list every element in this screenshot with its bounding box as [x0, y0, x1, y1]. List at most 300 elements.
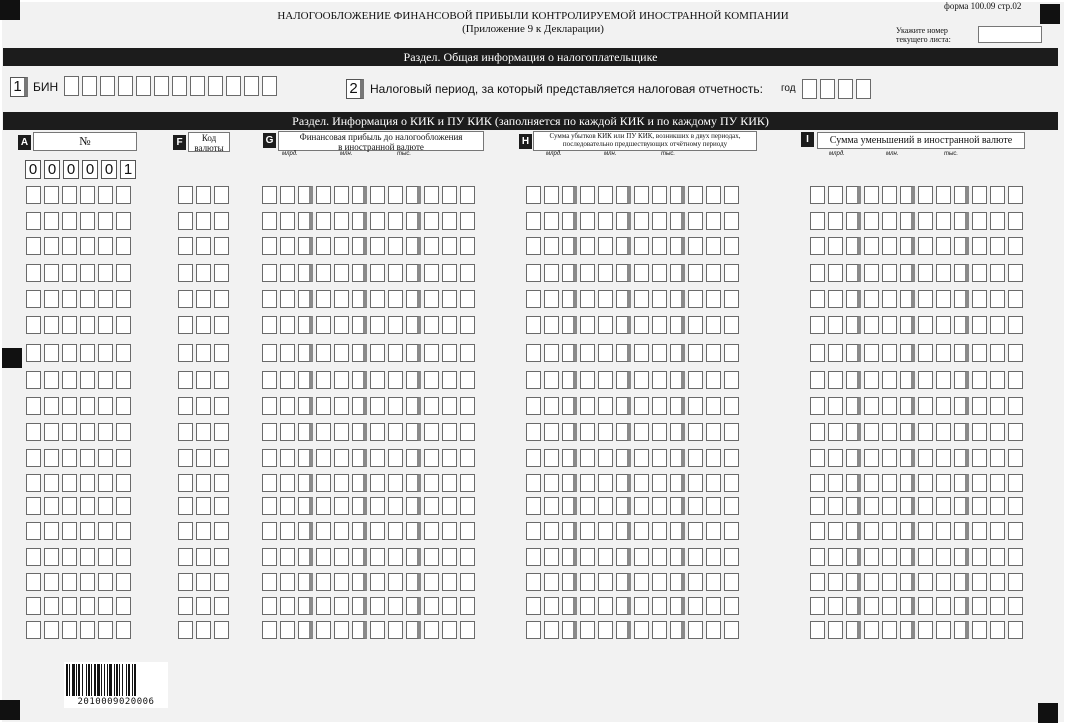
financial-profit-cell[interactable] — [352, 474, 367, 492]
currency-code-cell[interactable] — [196, 597, 211, 615]
losses-sum-cell[interactable] — [562, 290, 577, 308]
financial-profit-cell[interactable] — [352, 186, 367, 204]
financial-profit-cell[interactable] — [442, 548, 457, 566]
losses-sum-cell[interactable] — [670, 316, 685, 334]
currency-code-cell[interactable] — [178, 597, 193, 615]
row-number-cell[interactable] — [44, 621, 59, 639]
losses-sum-cell[interactable] — [580, 497, 595, 515]
losses-sum-cell[interactable] — [670, 212, 685, 230]
reductions-sum-cell[interactable] — [810, 474, 825, 492]
reductions-sum-field[interactable] — [810, 290, 1023, 308]
losses-sum-cell[interactable] — [724, 371, 739, 389]
reductions-sum-cell[interactable] — [1008, 316, 1023, 334]
losses-sum-cell[interactable] — [724, 397, 739, 415]
financial-profit-cell[interactable] — [442, 316, 457, 334]
reductions-sum-cell[interactable] — [882, 212, 897, 230]
financial-profit-cell[interactable] — [406, 397, 421, 415]
reductions-sum-cell[interactable] — [954, 371, 969, 389]
financial-profit-cell[interactable] — [262, 621, 277, 639]
losses-sum-cell[interactable] — [670, 290, 685, 308]
losses-sum-cell[interactable] — [706, 474, 721, 492]
financial-profit-cell[interactable] — [460, 290, 475, 308]
financial-profit-cell[interactable] — [352, 316, 367, 334]
financial-profit-cell[interactable] — [460, 573, 475, 591]
row-number-cell[interactable] — [80, 621, 95, 639]
row-number-field[interactable] — [26, 573, 131, 591]
reductions-sum-cell[interactable] — [918, 237, 933, 255]
losses-sum-cell[interactable] — [724, 344, 739, 362]
reductions-sum-cell[interactable] — [846, 371, 861, 389]
financial-profit-cell[interactable] — [334, 290, 349, 308]
financial-profit-cell[interactable] — [280, 290, 295, 308]
losses-sum-cell[interactable] — [670, 186, 685, 204]
financial-profit-cell[interactable] — [424, 397, 439, 415]
losses-sum-cell[interactable] — [616, 237, 631, 255]
row-number-cell[interactable] — [116, 212, 131, 230]
financial-profit-cell[interactable] — [424, 371, 439, 389]
row-number-cell[interactable] — [62, 548, 77, 566]
reductions-sum-cell[interactable] — [864, 371, 879, 389]
financial-profit-cell[interactable] — [406, 290, 421, 308]
row-number-cell[interactable] — [116, 621, 131, 639]
financial-profit-cell[interactable] — [460, 212, 475, 230]
row-number-field[interactable] — [26, 548, 131, 566]
reductions-sum-field[interactable] — [810, 497, 1023, 515]
losses-sum-cell[interactable] — [526, 597, 541, 615]
reductions-sum-cell[interactable] — [918, 423, 933, 441]
reductions-sum-cell[interactable] — [828, 264, 843, 282]
currency-code-cell[interactable] — [196, 522, 211, 540]
financial-profit-cell[interactable] — [298, 522, 313, 540]
losses-sum-cell[interactable] — [706, 186, 721, 204]
losses-sum-cell[interactable] — [634, 237, 649, 255]
losses-sum-cell[interactable] — [706, 371, 721, 389]
row-number-cell[interactable] — [80, 264, 95, 282]
losses-sum-cell[interactable] — [652, 316, 667, 334]
row-number-cell[interactable] — [62, 522, 77, 540]
reductions-sum-cell[interactable] — [810, 264, 825, 282]
financial-profit-cell[interactable] — [262, 344, 277, 362]
reductions-sum-cell[interactable] — [954, 212, 969, 230]
row-number-field[interactable] — [26, 474, 131, 492]
financial-profit-cell[interactable] — [442, 344, 457, 362]
losses-sum-cell[interactable] — [688, 264, 703, 282]
losses-sum-field[interactable] — [526, 397, 739, 415]
row-number-cell[interactable] — [116, 237, 131, 255]
losses-sum-cell[interactable] — [652, 397, 667, 415]
financial-profit-cell[interactable] — [298, 497, 313, 515]
losses-sum-cell[interactable] — [526, 397, 541, 415]
row-number-cell[interactable] — [44, 449, 59, 467]
reductions-sum-cell[interactable] — [900, 397, 915, 415]
currency-code-cell[interactable] — [178, 212, 193, 230]
financial-profit-cell[interactable] — [442, 423, 457, 441]
losses-sum-cell[interactable] — [616, 597, 631, 615]
currency-code-cell[interactable] — [178, 449, 193, 467]
currency-code-cell[interactable] — [196, 371, 211, 389]
losses-sum-field[interactable] — [526, 316, 739, 334]
row-number-cell[interactable] — [26, 290, 41, 308]
row-number-cell[interactable] — [80, 290, 95, 308]
financial-profit-field[interactable] — [262, 497, 475, 515]
reductions-sum-cell[interactable] — [1008, 423, 1023, 441]
reductions-sum-cell[interactable] — [1008, 237, 1023, 255]
financial-profit-cell[interactable] — [298, 397, 313, 415]
financial-profit-cell[interactable] — [370, 186, 385, 204]
row-number-cell[interactable] — [44, 290, 59, 308]
losses-sum-field[interactable] — [526, 573, 739, 591]
financial-profit-cell[interactable] — [298, 186, 313, 204]
currency-code-cell[interactable] — [178, 237, 193, 255]
financial-profit-cell[interactable] — [262, 597, 277, 615]
losses-sum-cell[interactable] — [724, 290, 739, 308]
row-number-cell[interactable] — [98, 237, 113, 255]
bin-cell[interactable] — [226, 76, 241, 96]
reductions-sum-cell[interactable] — [900, 621, 915, 639]
currency-code-field[interactable] — [178, 548, 229, 566]
reductions-sum-cell[interactable] — [900, 474, 915, 492]
reductions-sum-cell[interactable] — [900, 344, 915, 362]
financial-profit-cell[interactable] — [280, 597, 295, 615]
losses-sum-cell[interactable] — [652, 344, 667, 362]
financial-profit-cell[interactable] — [334, 264, 349, 282]
row-number-cell[interactable] — [80, 237, 95, 255]
losses-sum-cell[interactable] — [580, 397, 595, 415]
reductions-sum-cell[interactable] — [882, 497, 897, 515]
currency-code-cell[interactable] — [214, 548, 229, 566]
financial-profit-cell[interactable] — [298, 548, 313, 566]
currency-code-cell[interactable] — [196, 548, 211, 566]
reductions-sum-cell[interactable] — [882, 474, 897, 492]
losses-sum-cell[interactable] — [544, 212, 559, 230]
financial-profit-cell[interactable] — [334, 371, 349, 389]
financial-profit-cell[interactable] — [316, 522, 331, 540]
row-number-cell[interactable] — [98, 397, 113, 415]
reductions-sum-cell[interactable] — [990, 573, 1005, 591]
reductions-sum-cell[interactable] — [972, 371, 987, 389]
row-number-cell[interactable] — [80, 344, 95, 362]
reductions-sum-cell[interactable] — [1008, 522, 1023, 540]
financial-profit-cell[interactable] — [424, 597, 439, 615]
row-number-cell[interactable] — [116, 449, 131, 467]
financial-profit-cell[interactable] — [370, 548, 385, 566]
financial-profit-cell[interactable] — [460, 597, 475, 615]
row-number-cell[interactable] — [116, 597, 131, 615]
row-number-cell[interactable] — [80, 186, 95, 204]
reductions-sum-cell[interactable] — [864, 449, 879, 467]
reductions-sum-cell[interactable] — [864, 621, 879, 639]
losses-sum-cell[interactable] — [706, 449, 721, 467]
financial-profit-cell[interactable] — [460, 621, 475, 639]
bin-cell[interactable] — [172, 76, 187, 96]
financial-profit-cell[interactable] — [334, 548, 349, 566]
reductions-sum-cell[interactable] — [864, 573, 879, 591]
financial-profit-cell[interactable] — [370, 522, 385, 540]
row-number-cell[interactable] — [26, 186, 41, 204]
reductions-sum-cell[interactable] — [990, 397, 1005, 415]
losses-sum-cell[interactable] — [580, 474, 595, 492]
losses-sum-cell[interactable] — [562, 371, 577, 389]
financial-profit-cell[interactable] — [262, 423, 277, 441]
row-number-field[interactable] — [26, 290, 131, 308]
losses-sum-cell[interactable] — [670, 621, 685, 639]
row-number-cell[interactable] — [116, 316, 131, 334]
losses-sum-field[interactable] — [526, 212, 739, 230]
currency-code-cell[interactable] — [178, 186, 193, 204]
reductions-sum-cell[interactable] — [846, 316, 861, 334]
losses-sum-field[interactable] — [526, 548, 739, 566]
losses-sum-cell[interactable] — [634, 371, 649, 389]
losses-sum-cell[interactable] — [688, 597, 703, 615]
losses-sum-cell[interactable] — [688, 423, 703, 441]
row-number-cell[interactable] — [62, 497, 77, 515]
currency-code-cell[interactable] — [214, 522, 229, 540]
losses-sum-cell[interactable] — [526, 344, 541, 362]
losses-sum-cell[interactable] — [634, 186, 649, 204]
row-number-cell[interactable] — [98, 186, 113, 204]
financial-profit-cell[interactable] — [298, 423, 313, 441]
reductions-sum-cell[interactable] — [900, 548, 915, 566]
reductions-sum-cell[interactable] — [936, 397, 951, 415]
reductions-sum-cell[interactable] — [810, 316, 825, 334]
reductions-sum-cell[interactable] — [882, 316, 897, 334]
losses-sum-cell[interactable] — [526, 621, 541, 639]
losses-sum-cell[interactable] — [598, 186, 613, 204]
losses-sum-cell[interactable] — [724, 423, 739, 441]
reductions-sum-field[interactable] — [810, 186, 1023, 204]
currency-code-field[interactable] — [178, 573, 229, 591]
reductions-sum-cell[interactable] — [864, 290, 879, 308]
financial-profit-cell[interactable] — [388, 474, 403, 492]
financial-profit-cell[interactable] — [406, 423, 421, 441]
financial-profit-cell[interactable] — [334, 316, 349, 334]
financial-profit-field[interactable] — [262, 344, 475, 362]
reductions-sum-cell[interactable] — [972, 344, 987, 362]
losses-sum-field[interactable] — [526, 449, 739, 467]
financial-profit-cell[interactable] — [370, 397, 385, 415]
losses-sum-cell[interactable] — [634, 423, 649, 441]
financial-profit-cell[interactable] — [316, 316, 331, 334]
financial-profit-cell[interactable] — [442, 371, 457, 389]
financial-profit-cell[interactable] — [442, 264, 457, 282]
financial-profit-cell[interactable] — [424, 522, 439, 540]
bin-cell[interactable] — [208, 76, 223, 96]
reductions-sum-cell[interactable] — [936, 371, 951, 389]
financial-profit-cell[interactable] — [424, 290, 439, 308]
financial-profit-field[interactable] — [262, 186, 475, 204]
financial-profit-cell[interactable] — [352, 522, 367, 540]
losses-sum-cell[interactable] — [544, 548, 559, 566]
year-field[interactable] — [802, 79, 871, 99]
financial-profit-field[interactable] — [262, 548, 475, 566]
financial-profit-cell[interactable] — [388, 573, 403, 591]
financial-profit-cell[interactable] — [406, 597, 421, 615]
reductions-sum-cell[interactable] — [954, 397, 969, 415]
financial-profit-cell[interactable] — [424, 474, 439, 492]
financial-profit-field[interactable] — [262, 449, 475, 467]
losses-sum-cell[interactable] — [616, 573, 631, 591]
losses-sum-cell[interactable] — [580, 621, 595, 639]
financial-profit-cell[interactable] — [424, 423, 439, 441]
financial-profit-cell[interactable] — [388, 397, 403, 415]
reductions-sum-cell[interactable] — [846, 597, 861, 615]
financial-profit-cell[interactable] — [460, 497, 475, 515]
row-number-cell[interactable] — [80, 397, 95, 415]
reductions-sum-cell[interactable] — [828, 186, 843, 204]
losses-sum-cell[interactable] — [652, 212, 667, 230]
losses-sum-cell[interactable] — [724, 522, 739, 540]
currency-code-cell[interactable] — [178, 423, 193, 441]
financial-profit-cell[interactable] — [316, 597, 331, 615]
financial-profit-cell[interactable] — [370, 621, 385, 639]
row-number-cell[interactable] — [80, 522, 95, 540]
financial-profit-cell[interactable] — [334, 522, 349, 540]
losses-sum-cell[interactable] — [634, 344, 649, 362]
losses-sum-cell[interactable] — [652, 290, 667, 308]
losses-sum-cell[interactable] — [724, 264, 739, 282]
losses-sum-cell[interactable] — [688, 212, 703, 230]
financial-profit-cell[interactable] — [370, 237, 385, 255]
row-number-cell[interactable] — [26, 497, 41, 515]
row-number-cell[interactable] — [62, 423, 77, 441]
row-number-field[interactable] — [26, 423, 131, 441]
financial-profit-cell[interactable] — [262, 573, 277, 591]
financial-profit-cell[interactable] — [352, 237, 367, 255]
financial-profit-cell[interactable] — [442, 186, 457, 204]
losses-sum-cell[interactable] — [598, 548, 613, 566]
reductions-sum-cell[interactable] — [864, 237, 879, 255]
reductions-sum-cell[interactable] — [828, 597, 843, 615]
losses-sum-cell[interactable] — [706, 237, 721, 255]
reductions-sum-cell[interactable] — [900, 371, 915, 389]
financial-profit-cell[interactable] — [370, 290, 385, 308]
reductions-sum-cell[interactable] — [990, 264, 1005, 282]
financial-profit-cell[interactable] — [460, 316, 475, 334]
row-number-cell[interactable] — [98, 316, 113, 334]
losses-sum-cell[interactable] — [706, 212, 721, 230]
financial-profit-cell[interactable] — [316, 237, 331, 255]
currency-code-field[interactable] — [178, 290, 229, 308]
currency-code-cell[interactable] — [214, 212, 229, 230]
row-number-cell[interactable] — [98, 597, 113, 615]
row-number-cell[interactable] — [44, 264, 59, 282]
losses-sum-cell[interactable] — [706, 573, 721, 591]
reductions-sum-cell[interactable] — [864, 397, 879, 415]
losses-sum-cell[interactable] — [670, 474, 685, 492]
reductions-sum-cell[interactable] — [846, 212, 861, 230]
losses-sum-cell[interactable] — [562, 449, 577, 467]
reductions-sum-cell[interactable] — [936, 621, 951, 639]
losses-sum-cell[interactable] — [526, 474, 541, 492]
row-number-cell[interactable] — [26, 548, 41, 566]
row-number-cell[interactable] — [62, 316, 77, 334]
losses-sum-cell[interactable] — [562, 497, 577, 515]
losses-sum-cell[interactable] — [562, 344, 577, 362]
reductions-sum-field[interactable] — [810, 474, 1023, 492]
losses-sum-cell[interactable] — [670, 264, 685, 282]
financial-profit-cell[interactable] — [388, 371, 403, 389]
losses-sum-cell[interactable] — [706, 290, 721, 308]
financial-profit-cell[interactable] — [424, 186, 439, 204]
reductions-sum-field[interactable] — [810, 212, 1023, 230]
row-number-cell[interactable] — [80, 573, 95, 591]
reductions-sum-cell[interactable] — [972, 449, 987, 467]
row-number-cell[interactable] — [98, 573, 113, 591]
currency-code-cell[interactable] — [214, 597, 229, 615]
row-number-cell[interactable] — [98, 212, 113, 230]
financial-profit-cell[interactable] — [370, 474, 385, 492]
financial-profit-cell[interactable] — [334, 449, 349, 467]
row-number-field[interactable] — [26, 497, 131, 515]
financial-profit-cell[interactable] — [334, 397, 349, 415]
financial-profit-cell[interactable] — [442, 449, 457, 467]
row-number-cell[interactable] — [44, 597, 59, 615]
losses-sum-cell[interactable] — [670, 237, 685, 255]
currency-code-cell[interactable] — [178, 344, 193, 362]
row-number-cell[interactable] — [80, 316, 95, 334]
losses-sum-cell[interactable] — [616, 548, 631, 566]
financial-profit-cell[interactable] — [298, 474, 313, 492]
currency-code-field[interactable] — [178, 316, 229, 334]
losses-sum-cell[interactable] — [544, 344, 559, 362]
financial-profit-cell[interactable] — [388, 290, 403, 308]
losses-sum-cell[interactable] — [580, 423, 595, 441]
financial-profit-cell[interactable] — [352, 548, 367, 566]
row-number-cell[interactable] — [26, 344, 41, 362]
row-number-cell[interactable] — [116, 371, 131, 389]
losses-sum-cell[interactable] — [598, 212, 613, 230]
reductions-sum-cell[interactable] — [810, 522, 825, 540]
reductions-sum-cell[interactable] — [846, 397, 861, 415]
bin-cell[interactable] — [118, 76, 133, 96]
reductions-sum-cell[interactable] — [846, 237, 861, 255]
losses-sum-field[interactable] — [526, 497, 739, 515]
row-number-cell[interactable] — [26, 449, 41, 467]
reductions-sum-cell[interactable] — [882, 548, 897, 566]
reductions-sum-cell[interactable] — [972, 264, 987, 282]
row-number-cell[interactable] — [80, 423, 95, 441]
reductions-sum-cell[interactable] — [1008, 621, 1023, 639]
financial-profit-cell[interactable] — [316, 573, 331, 591]
reductions-sum-cell[interactable] — [828, 316, 843, 334]
financial-profit-cell[interactable] — [388, 237, 403, 255]
financial-profit-cell[interactable] — [442, 237, 457, 255]
losses-sum-cell[interactable] — [616, 474, 631, 492]
losses-sum-cell[interactable] — [634, 548, 649, 566]
reductions-sum-cell[interactable] — [828, 522, 843, 540]
financial-profit-cell[interactable] — [316, 264, 331, 282]
row-number-cell[interactable] — [44, 497, 59, 515]
losses-sum-cell[interactable] — [526, 497, 541, 515]
losses-sum-cell[interactable] — [670, 522, 685, 540]
financial-profit-cell[interactable] — [352, 621, 367, 639]
currency-code-cell[interactable] — [178, 264, 193, 282]
reductions-sum-cell[interactable] — [972, 573, 987, 591]
reductions-sum-cell[interactable] — [846, 497, 861, 515]
reductions-sum-cell[interactable] — [810, 548, 825, 566]
losses-sum-cell[interactable] — [526, 237, 541, 255]
losses-sum-cell[interactable] — [688, 397, 703, 415]
row-number-cell[interactable] — [116, 474, 131, 492]
losses-sum-cell[interactable] — [652, 423, 667, 441]
losses-sum-cell[interactable] — [688, 237, 703, 255]
losses-sum-cell[interactable] — [544, 597, 559, 615]
reductions-sum-field[interactable] — [810, 371, 1023, 389]
row-number-cell[interactable] — [98, 621, 113, 639]
reductions-sum-cell[interactable] — [918, 597, 933, 615]
currency-code-cell[interactable] — [196, 497, 211, 515]
bin-cell[interactable] — [262, 76, 277, 96]
